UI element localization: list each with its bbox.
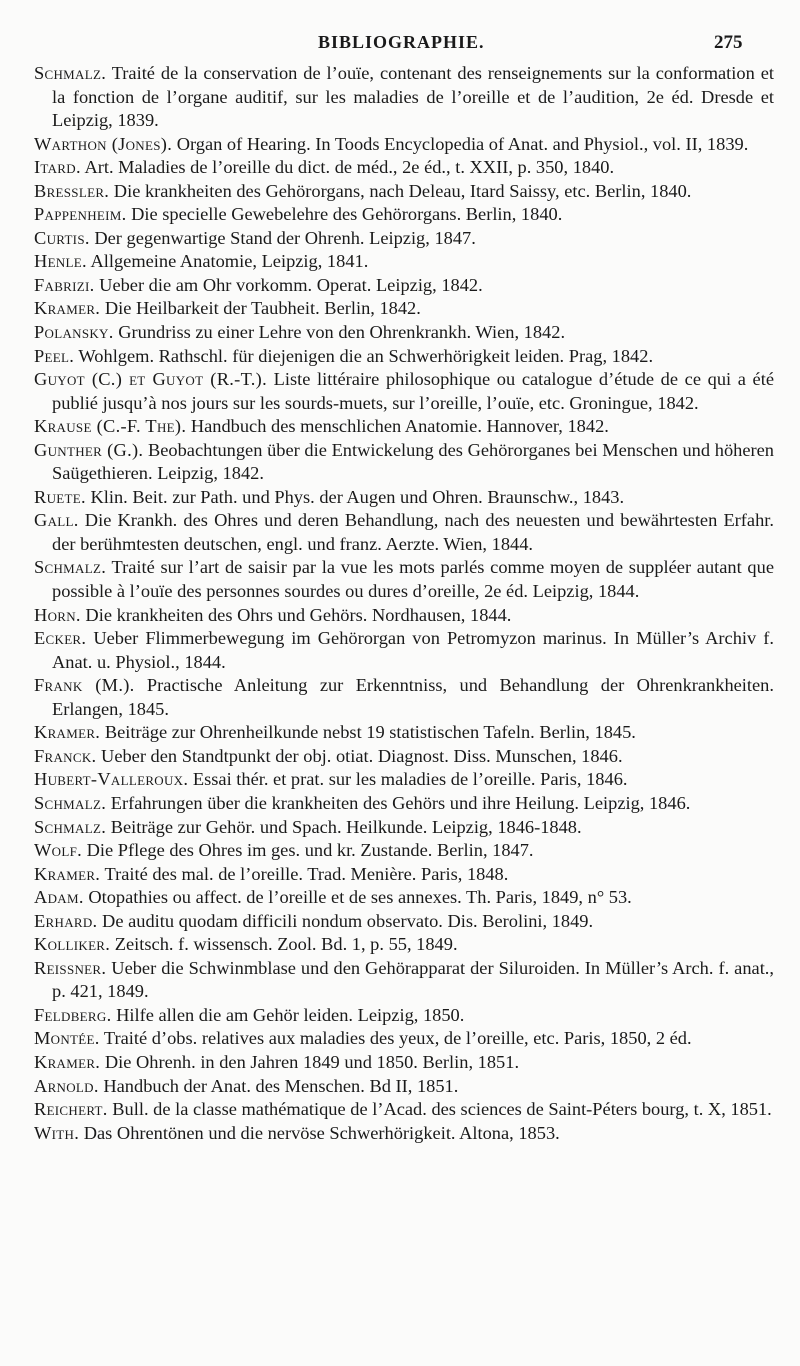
entry-citation: Wohlgem. Rathschl. für diejenigen die an Schwerhörigkeit leiden. Prag, 1842. — [74, 345, 654, 366]
bibliography-entry — [34, 509, 774, 556]
bibliography-entry — [34, 1027, 774, 1051]
entry-citation: Grundriss zu einer Lehre von den Ohrenkrankh. Wien, 1842. — [113, 322, 566, 343]
entry-citation: Die krankheiten des Ohrs und Gehörs. Nordhausen, 1844. — [80, 604, 512, 625]
bibliography-entry — [34, 627, 774, 674]
bibliography-entry — [34, 886, 774, 910]
entry-citation: Liste littéraire philosophique ou catalogue d’étude de ce qui a été publié jusqu’à nos jours sur les sourds-muets, sur l’oreille, l’ouïe, etc. Groningue, 1842. — [52, 369, 774, 413]
bibliography-entry — [34, 1122, 774, 1146]
entry-citation: Art. Maladies de l’oreille du dict. de méd., 2e éd., t. XXII, p. 350, 1840. — [80, 157, 615, 178]
entry-author: Pappenheim. — [34, 204, 127, 225]
entry-author: Polansky. — [34, 322, 114, 343]
bibliography-entry — [34, 721, 774, 745]
entry-author: With. — [34, 1122, 80, 1143]
entry-citation: Essai thér. et prat. sur les maladies de l’oreille. Paris, 1846. — [188, 769, 628, 790]
entry-author: Schmalz. — [34, 816, 107, 837]
entry-author: Krause (C.-F. The). — [34, 416, 187, 437]
bibliography-entry — [34, 439, 774, 486]
entry-author: Kramer. — [34, 863, 101, 884]
entry-author: Frank (M.). — [34, 675, 135, 696]
entry-citation: Die Ohrenh. in den Jahren 1849 und 1850. Berlin, 1851. — [100, 1051, 520, 1072]
entry-author: Peel. — [34, 345, 75, 366]
entry-author: Guyot (C.) et Guyot (R.-T.). — [34, 369, 267, 390]
entry-citation: Allgemeine Anatomie, Leipzig, 1841. — [86, 251, 369, 272]
entry-author: Ecker. — [34, 628, 87, 649]
entry-author: Kolliker. — [34, 934, 111, 955]
entry-citation: Beiträge zur Gehör. und Spach. Heilkunde. Leipzig, 1846-1848. — [106, 816, 582, 837]
entry-citation: Practische Anleitung zur Erkenntniss, und Behandlung der Ohrenkrankheiten. Erlangen, 1845. — [52, 675, 774, 719]
entry-citation: Beiträge zur Ohrenheilkunde nebst 19 statistischen Tafeln. Berlin, 1845. — [100, 722, 636, 743]
bibliography-entry — [34, 156, 774, 180]
bibliography-entry — [34, 486, 774, 510]
entry-author: Ruete. — [34, 486, 86, 507]
entry-author: Erhard. — [34, 910, 98, 931]
bibliography-entry — [34, 133, 774, 157]
entry-citation: Zeitsch. f. wissensch. Zool. Bd. 1, p. 55, 1849. — [110, 934, 458, 955]
entry-citation: Traité d’obs. relatives aux maladies des yeux, de l’oreille, etc. Paris, 1850, 2 éd. — [99, 1028, 692, 1049]
entry-citation: Die Krankh. des Ohres und deren Behandlung, nach des neuesten und bewährtesten Erfahr. der berühmtesten deutschen, engl. und franz. Aerzte. Wien, 1844. — [52, 510, 774, 554]
bibliography-entry — [34, 957, 774, 1004]
bibliography-entry — [34, 368, 774, 415]
bibliography-entry — [34, 910, 774, 934]
entry-citation: Handbuch der Anat. des Menschen. Bd II, 1851. — [98, 1075, 459, 1096]
entry-citation: Hilfe allen die am Gehör leiden. Leipzig, 1850. — [111, 1004, 465, 1025]
entry-citation: Traité des mal. de l’oreille. Trad. Menière. Paris, 1848. — [100, 863, 509, 884]
entry-citation: Bull. de la classe mathématique de l’Acad. des sciences de Saint-Péters bourg, t. X, 1851. — [107, 1099, 772, 1120]
bibliography-entry — [34, 768, 774, 792]
entry-citation: Erfahrungen über die krankheiten des Gehörs und ihre Heilung. Leipzig, 1846. — [106, 792, 691, 813]
entry-author: Montée. — [34, 1028, 100, 1049]
bibliography-entry — [34, 321, 774, 345]
bibliography-entry — [34, 1098, 774, 1122]
entry-author: Curtis. — [34, 227, 90, 248]
entry-author: Kramer. — [34, 298, 101, 319]
page-header — [0, 30, 800, 58]
entry-author: Adam. — [34, 887, 84, 908]
entry-citation: Traité sur l’art de saisir par la vue les mots parlés comme moyen de suppléer autant que possible à l’ouïe des personnes sourdes ou dures d’oreille, 2e éd. Leipzig, 1844. — [52, 557, 774, 602]
entry-author: Arnold. — [34, 1075, 99, 1096]
entry-author: Warthon (Jones). — [34, 133, 173, 154]
entry-author: Reissner. — [34, 957, 107, 978]
entry-citation: Die krankheiten des Gehörorgans, nach Deleau, Itard Saissy, etc. Berlin, 1840. — [109, 180, 692, 201]
bibliography-entry — [34, 274, 774, 298]
bibliography-entry — [34, 745, 774, 769]
bibliography-entry — [34, 556, 774, 603]
bibliography-entry — [34, 674, 774, 721]
bibliography-entry — [34, 203, 774, 227]
bibliography-entry — [34, 604, 774, 628]
entry-author: Schmalz. — [34, 557, 107, 578]
entry-citation: Handbuch des menschlichen Anatomie. Hannover, 1842. — [186, 416, 609, 437]
entry-citation: Die Pflege des Ohres im ges. und kr. Zustande. Berlin, 1847. — [82, 840, 534, 861]
bibliography-entry — [34, 839, 774, 863]
entry-citation: Ueber den Standtpunkt der obj. otiat. Diagnost. Diss. Munschen, 1846. — [96, 745, 623, 766]
bibliography-entry — [34, 1004, 774, 1028]
entry-author: Schmalz. — [34, 63, 107, 83]
entry-author: Gunther (G.). — [34, 439, 144, 460]
entry-author: Wolf. — [34, 840, 83, 861]
entry-citation: Ueber die am Ohr vorkomm. Operat. Leipzig, 1842. — [94, 274, 483, 295]
bibliography-entry — [34, 1051, 774, 1075]
entry-citation: Organ of Hearing. In Toods Encyclopedia of Anat. and Physiol., vol. II, 1839. — [172, 133, 749, 154]
entry-author: Franck. — [34, 745, 97, 766]
entry-citation: Beobachtungen über die Entwickelung des Gehörorganes bei Menschen und höheren Saügethieren. Leipzig, 1842. — [52, 439, 774, 484]
entry-citation: Ueber Flimmerbewegung im Gehörorgan von Petromyzon marinus. In Müller’s Archiv f. Anat. u. Physiol., 1844. — [52, 628, 774, 672]
entry-citation: Otopathies ou affect. de l’oreille et de ses annexes. Th. Paris, 1849, n° 53. — [83, 887, 632, 908]
entry-author: Henle. — [34, 251, 87, 272]
bibliography-entry — [34, 863, 774, 887]
entry-citation: Ueber die Schwinmblase und den Gehörapparat der Siluroiden. In Müller’s Arch. f. anat., p. 421, 1849. — [52, 957, 774, 1002]
entry-citation: Der gegenwartige Stand der Ohrenh. Leipzig, 1847. — [89, 227, 476, 248]
bibliography-entry — [34, 250, 774, 274]
entry-author: Schmalz. — [34, 792, 107, 813]
entry-author: Bressler. — [34, 180, 110, 201]
entry-author: Gall. — [34, 510, 79, 531]
bibliography-entry — [34, 62, 774, 133]
bibliography-entry — [34, 180, 774, 204]
entry-citation: Das Ohrentönen und die nervöse Schwerhörigkeit. Altona, 1853. — [79, 1122, 560, 1143]
entry-author: Reichert. — [34, 1099, 108, 1120]
entry-author: Fabrizi. — [34, 274, 95, 295]
bibliography-entry — [34, 415, 774, 439]
bibliography-entry — [34, 1075, 774, 1099]
entry-author: Feldberg. — [34, 1004, 112, 1025]
entry-author: Kramer. — [34, 722, 101, 743]
bibliography-entry — [34, 816, 774, 840]
entry-citation: Die specielle Gewebelehre des Gehörorgans. Berlin, 1840. — [126, 204, 563, 225]
bibliography-entry — [34, 933, 774, 957]
entry-author: Itard. — [34, 157, 81, 178]
entry-citation: Traité de la conservation de l’ouïe, contenant des renseignements sur la conformation et la fonction de l’organe auditif, sur les maladies de l’oreille et de l’audition, 2e éd. Dresde et Leipzig, 1839. — [52, 63, 774, 131]
running-head: BIBLIOGRAPHIE. — [318, 32, 485, 52]
entry-author: Hubert-Valleroux. — [34, 769, 189, 790]
bibliography-list — [34, 62, 774, 1145]
entry-citation: Die Heilbarkeit der Taubheit. Berlin, 1842. — [100, 298, 421, 319]
bibliography-entry — [34, 297, 774, 321]
entry-author: Kramer. — [34, 1051, 101, 1072]
entry-citation: Klin. Beit. zur Path. und Phys. der Augen und Ohren. Braunschw., 1843. — [85, 486, 625, 507]
entry-citation: De auditu quodam difficili nondum observato. Dis. Berolini, 1849. — [97, 910, 594, 931]
bibliography-entry — [34, 792, 774, 816]
page-number: 275 — [714, 32, 743, 53]
bibliography-entry — [34, 345, 774, 369]
bibliography-entry — [34, 227, 774, 251]
entry-author: Horn. — [34, 604, 81, 625]
